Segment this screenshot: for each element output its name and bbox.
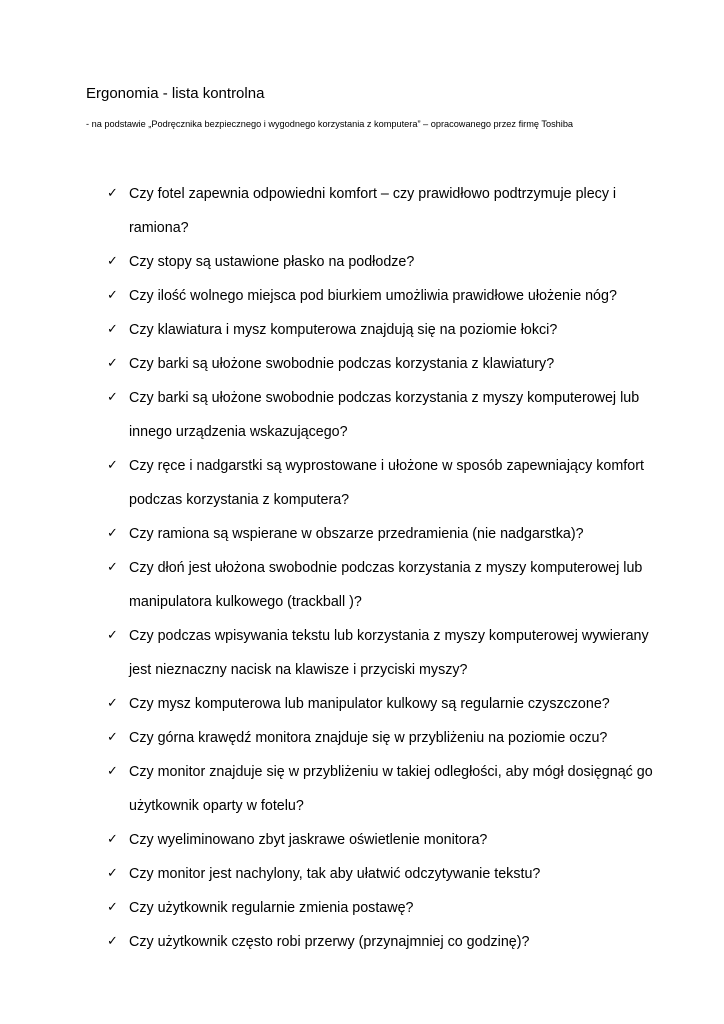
checklist-item-text: Czy użytkownik regularnie zmienia postawę?	[129, 900, 414, 916]
checklist-item-text: Czy barki są ułożone swobodnie podczas korzystania z klawiatury?	[129, 356, 555, 372]
checklist-item-text: Czy użytkownik często robi przerwy (przynajmniej co godzinę)?	[129, 934, 530, 950]
checkmark-icon: ✓	[107, 628, 118, 643]
checklist-item-text: Czy monitor znajduje się w przybliżeniu w takiej odległości, aby mógł dosięgnąć go użytkownik oparty w fotelu?	[129, 764, 653, 814]
checklist-item	[107, 891, 667, 925]
checkmark-icon: ✓	[107, 390, 118, 405]
checkmark-icon: ✓	[107, 764, 118, 779]
checklist-item-text: Czy barki są ułożone swobodnie podczas korzystania z myszy komputerowej lub innego urządzenia wskazującego?	[129, 390, 640, 440]
checklist-item	[107, 755, 667, 823]
checklist-item	[107, 721, 667, 755]
checklist-item	[107, 619, 667, 687]
checklist-item-text: Czy dłoń jest ułożona swobodnie podczas korzystania z myszy komputerowej lub manipulatora kulkowego (trackball )?	[129, 560, 643, 610]
checklist-item	[107, 313, 667, 347]
checklist-item-text: Czy górna krawędź monitora znajduje się w przybliżeniu na poziomie oczu?	[129, 730, 608, 746]
checklist-item	[107, 177, 667, 245]
checkmark-icon: ✓	[107, 322, 118, 337]
checkmark-icon: ✓	[107, 560, 118, 575]
checklist-item-text: Czy ramiona są wspierane w obszarze przedramienia (nie nadgarstka)?	[129, 526, 584, 542]
ergonomics-checklist	[107, 177, 667, 959]
checklist-item-text: Czy ręce i nadgarstki są wyprostowane i ułożone w sposób zapewniający komfort podczas korzystania z komputera?	[129, 458, 644, 508]
checklist-item	[107, 551, 667, 619]
checkmark-icon: ✓	[107, 900, 118, 915]
checkmark-icon: ✓	[107, 866, 118, 881]
checklist-item	[107, 517, 667, 551]
checkmark-icon: ✓	[107, 254, 118, 269]
checkmark-icon: ✓	[107, 186, 118, 201]
checkmark-icon: ✓	[107, 730, 118, 745]
checklist-item-text: Czy monitor jest nachylony, tak aby ułatwić odczytywanie tekstu?	[129, 866, 541, 882]
checkmark-icon: ✓	[107, 934, 118, 949]
checklist-item	[107, 857, 667, 891]
checklist-item-text: Czy ilość wolnego miejsca pod biurkiem umożliwia prawidłowe ułożenie nóg?	[129, 288, 617, 304]
checklist-item	[107, 925, 667, 959]
checkmark-icon: ✓	[107, 832, 118, 847]
checklist-item-text: Czy stopy są ustawione płasko na podłodze?	[129, 254, 415, 270]
document-subtitle: - na podstawie „Podręcznika bezpiecznego i wygodnego korzystania z komputera” – opracowanego przez firmę Toshiba	[86, 119, 574, 129]
checkmark-icon: ✓	[107, 458, 118, 473]
checkmark-icon: ✓	[107, 696, 118, 711]
checklist-item	[107, 687, 667, 721]
checklist-item	[107, 823, 667, 857]
checklist-item-text: Czy wyeliminowano zbyt jaskrawe oświetlenie monitora?	[129, 832, 488, 848]
checklist-item-text: Czy klawiatura i mysz komputerowa znajdują się na poziomie łokci?	[129, 322, 558, 338]
checkmark-icon: ✓	[107, 526, 118, 541]
checklist-item	[107, 279, 667, 313]
checklist-item	[107, 245, 667, 279]
checklist-item	[107, 347, 667, 381]
document-title: Ergonomia - lista kontrolna	[86, 85, 265, 102]
checkmark-icon: ✓	[107, 356, 118, 371]
checklist-item-text: Czy fotel zapewnia odpowiedni komfort – czy prawidłowo podtrzymuje plecy i ramiona?	[129, 186, 617, 236]
checklist-item-text: Czy podczas wpisywania tekstu lub korzystania z myszy komputerowej wywierany jest nieznaczny nacisk na klawisze i przyciski myszy?	[129, 628, 649, 678]
checklist-item	[107, 449, 667, 517]
checklist-item	[107, 381, 667, 449]
checkmark-icon: ✓	[107, 288, 118, 303]
checklist-item-text: Czy mysz komputerowa lub manipulator kulkowy są regularnie czyszczone?	[129, 696, 610, 712]
